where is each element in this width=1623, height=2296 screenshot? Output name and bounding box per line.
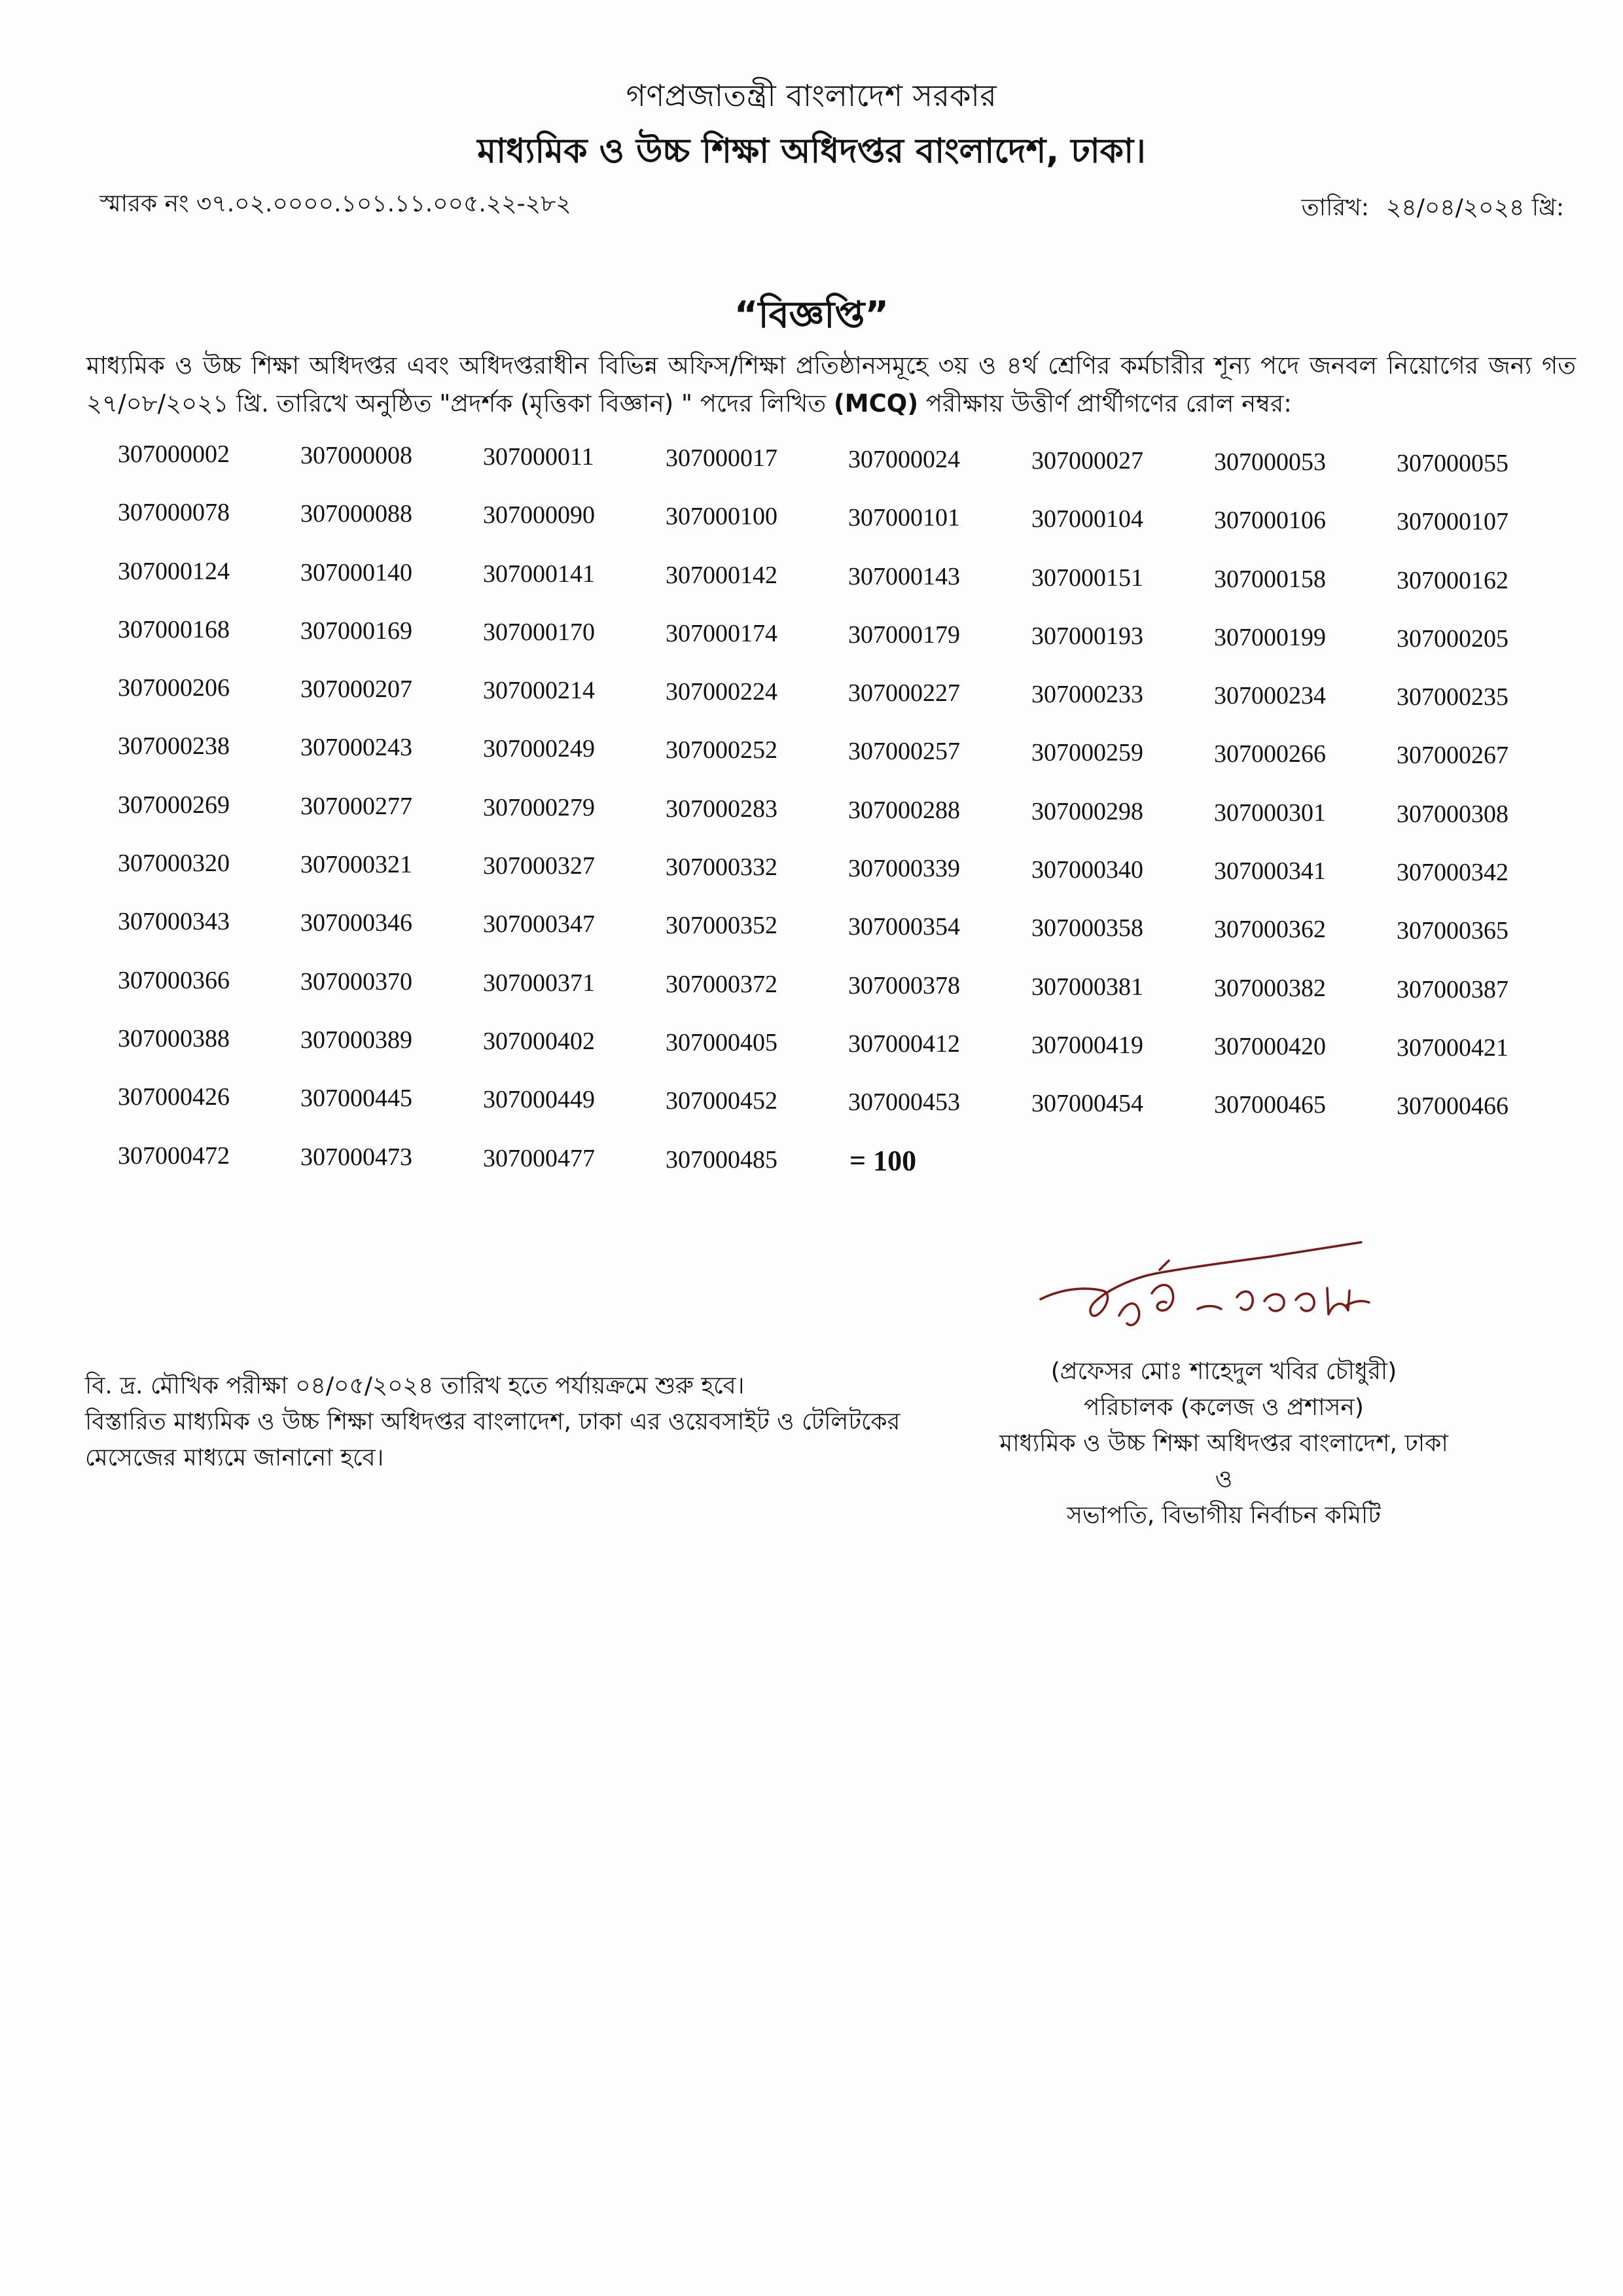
roll-number: 307000017 bbox=[666, 444, 777, 472]
roll-number: 307000100 bbox=[666, 503, 777, 531]
roll-number: 307000347 bbox=[483, 910, 595, 939]
signatory-block bbox=[942, 1354, 1505, 1534]
signatory-conjunction: ও bbox=[1215, 1466, 1233, 1493]
roll-number: 307000235 bbox=[1397, 683, 1508, 711]
roll-number: 307000485 bbox=[666, 1145, 777, 1174]
roll-number: 307000259 bbox=[1031, 739, 1143, 767]
roll-number: 307000321 bbox=[300, 851, 412, 879]
roll-number: 307000346 bbox=[300, 909, 412, 937]
roll-number: 307000301 bbox=[1214, 798, 1326, 827]
roll-number: 307000234 bbox=[1214, 682, 1326, 710]
roll-number: 307000078 bbox=[118, 499, 230, 527]
handwritten-signature bbox=[1021, 1237, 1427, 1355]
roll-row bbox=[118, 732, 1531, 790]
roll-number: 307000327 bbox=[483, 852, 595, 880]
date-label: তারিখ: bbox=[1301, 194, 1369, 221]
roll-number: 307000466 bbox=[1397, 1092, 1508, 1121]
memo-number: স্মারক নং ৩৭.০২.০০০০.১০১.১১.০০৫.২২-২৮২ bbox=[99, 190, 571, 217]
roll-row bbox=[118, 1024, 1531, 1083]
roll-number: 307000106 bbox=[1214, 507, 1326, 535]
roll-number: 307000378 bbox=[848, 971, 960, 999]
roll-number: 307000206 bbox=[118, 674, 230, 702]
roll-number: 307000388 bbox=[118, 1024, 230, 1052]
roll-row bbox=[118, 557, 1531, 615]
government-header: গণপ্রজাতন্ত্রী বাংলাদেশ সরকার bbox=[626, 78, 997, 113]
roll-number: 307000162 bbox=[1397, 566, 1508, 594]
signatory-designation: পরিচালক (কলেজ ও প্রশাসন) bbox=[1084, 1394, 1364, 1421]
footer-note-line: মেসেজের মাধ্যমে জানানো হবে। bbox=[85, 1444, 384, 1471]
roll-number-list bbox=[118, 440, 1531, 1200]
roll-number: 307000298 bbox=[1031, 797, 1143, 825]
roll-number: 307000124 bbox=[118, 557, 230, 585]
signatory-role: সভাপতি, বিভাগীয় নির্বাচন কমিটি bbox=[1067, 1502, 1381, 1529]
roll-number: 307000179 bbox=[848, 620, 960, 649]
total-count: = 100 bbox=[849, 1145, 917, 1177]
roll-number: 307000277 bbox=[300, 792, 412, 820]
roll-number: 307000252 bbox=[666, 736, 777, 764]
roll-number: 307000088 bbox=[300, 500, 412, 528]
footer-note bbox=[85, 1368, 988, 1476]
roll-number: 307000358 bbox=[1031, 914, 1143, 942]
roll-number: 307000170 bbox=[483, 618, 595, 646]
roll-number: 307000320 bbox=[118, 850, 230, 878]
roll-number: 307000402 bbox=[483, 1027, 595, 1055]
roll-number: 307000249 bbox=[483, 735, 595, 763]
signatory-office: মাধ্যমিক ও উচ্চ শিক্ষা অধিদপ্তর বাংলাদেশ, ঢাকা bbox=[999, 1430, 1448, 1457]
intro-text: মাধ্যমিক ও উচ্চ শিক্ষা অধিদপ্তর এবং অধিদপ্তরাধীন বিভিন্ন অফিস/শিক্ষা প্রতিষ্ঠানসমূহে ৩য় ও ৪র্থ শ্রেণির কর্মচারীর শূন্য পদে জনবল নিয়োগের জন্য গত ২৭/০৮/২০২১ খ্রি. তারিখে অনুষ্ঠিত "প্রদর্শক (মৃত্তিকা বিজ্ঞান) " পদের লিখিত bbox=[86, 351, 1576, 418]
roll-number: 307000140 bbox=[300, 558, 412, 586]
roll-number: 307000283 bbox=[666, 795, 777, 823]
roll-number: 307000371 bbox=[483, 969, 595, 997]
roll-number: 307000340 bbox=[1031, 856, 1143, 884]
roll-number: 307000269 bbox=[118, 791, 230, 819]
roll-number: 307000352 bbox=[666, 912, 777, 940]
roll-number: 307000421 bbox=[1397, 1033, 1508, 1062]
roll-number: 307000008 bbox=[300, 442, 412, 469]
roll-number: 307000151 bbox=[1031, 564, 1143, 592]
roll-number: 307000207 bbox=[300, 675, 412, 704]
signature bbox=[1021, 1237, 1427, 1357]
roll-number: 307000141 bbox=[483, 560, 595, 588]
roll-number: 307000343 bbox=[118, 908, 230, 936]
roll-number: 307000354 bbox=[848, 913, 960, 941]
roll-number: 307000365 bbox=[1397, 917, 1508, 945]
roll-number: 307000332 bbox=[666, 853, 777, 882]
roll-number: 307000412 bbox=[848, 1030, 960, 1058]
roll-row bbox=[118, 907, 1531, 965]
footer-note-line: বিস্তারিত মাধ্যমিক ও উচ্চ শিক্ষা অধিদপ্তর বাংলাদেশ, ঢাকা এর ওয়েবসাইট ও টেলিটকের bbox=[85, 1408, 901, 1435]
roll-number: 307000257 bbox=[848, 738, 960, 766]
roll-row bbox=[118, 673, 1531, 732]
roll-row bbox=[118, 498, 1531, 556]
roll-number: 307000027 bbox=[1031, 447, 1143, 475]
roll-row bbox=[118, 440, 1531, 498]
footer-note-line: বি. দ্র. মৌখিক পরীক্ষা ০৪/০৫/২০২৪ তারিখ হতে পর্যায়ক্রমে শুরু হবে। bbox=[85, 1372, 745, 1399]
roll-number: 307000279 bbox=[483, 793, 595, 821]
roll-number: 307000205 bbox=[1397, 624, 1508, 653]
roll-number: 307000053 bbox=[1214, 448, 1326, 476]
roll-number: 307000233 bbox=[1031, 681, 1143, 709]
roll-number: 307000362 bbox=[1214, 916, 1326, 944]
roll-number: 307000169 bbox=[300, 617, 412, 645]
roll-number: 307000214 bbox=[483, 677, 595, 705]
roll-number: 307000387 bbox=[1397, 975, 1508, 1003]
notice-intro bbox=[86, 347, 1576, 423]
roll-number: 307000143 bbox=[848, 562, 960, 590]
roll-number: 307000168 bbox=[118, 615, 230, 643]
roll-number: 307000419 bbox=[1031, 1031, 1143, 1059]
roll-number: 307000193 bbox=[1031, 622, 1143, 650]
roll-number: 307000024 bbox=[848, 446, 960, 473]
roll-number: 307000381 bbox=[1031, 973, 1143, 1001]
roll-number: 307000370 bbox=[300, 967, 412, 996]
roll-row bbox=[118, 791, 1531, 849]
roll-number: 307000453 bbox=[848, 1088, 960, 1117]
roll-number: 307000288 bbox=[848, 796, 960, 824]
roll-number: 307000104 bbox=[1031, 505, 1143, 533]
roll-number: 307000266 bbox=[1214, 740, 1326, 768]
roll-number: 307000101 bbox=[848, 504, 960, 532]
roll-number: 307000174 bbox=[666, 619, 777, 647]
roll-number: 307000420 bbox=[1214, 1032, 1326, 1060]
roll-number: 307000473 bbox=[300, 1143, 412, 1171]
roll-number: 307000372 bbox=[666, 970, 777, 998]
roll-number: 307000472 bbox=[118, 1141, 230, 1170]
roll-number: 307000090 bbox=[483, 501, 595, 529]
roll-number: 307000454 bbox=[1031, 1090, 1143, 1118]
roll-number: 307000055 bbox=[1397, 450, 1508, 477]
roll-number: 307000002 bbox=[118, 440, 230, 468]
date-value: ২৪/০৪/২০২৪ খ্রি: bbox=[1385, 194, 1564, 221]
intro-mcq: (MCQ) bbox=[833, 389, 919, 418]
intro-text-end: পরীক্ষায় উত্তীর্ণ প্রার্থীগণের রোল নম্বর: bbox=[925, 389, 1292, 418]
roll-row bbox=[118, 849, 1531, 907]
signatory-name: (প্রফেসর মোঃ শাহেদুল খবির চৌধুরী) bbox=[1050, 1358, 1397, 1385]
roll-number: 307000366 bbox=[118, 966, 230, 994]
roll-row bbox=[118, 966, 1531, 1024]
roll-number: 307000477 bbox=[483, 1144, 595, 1172]
roll-number: 307000238 bbox=[118, 732, 230, 761]
roll-number: 307000342 bbox=[1397, 859, 1508, 887]
roll-number: 307000426 bbox=[118, 1083, 230, 1111]
roll-number: 307000107 bbox=[1397, 508, 1508, 536]
roll-number: 307000405 bbox=[666, 1028, 777, 1056]
roll-number: 307000199 bbox=[1214, 623, 1326, 651]
roll-number: 307000449 bbox=[483, 1086, 595, 1114]
roll-number: 307000308 bbox=[1397, 800, 1508, 828]
issue-date bbox=[1302, 190, 1564, 229]
notice-title: “বিজ্ঞপ্তি” bbox=[734, 294, 889, 336]
roll-number: 307000339 bbox=[848, 855, 960, 883]
roll-number: 307000341 bbox=[1214, 857, 1326, 886]
roll-number: 307000452 bbox=[666, 1087, 777, 1115]
roll-number: 307000243 bbox=[300, 734, 412, 762]
roll-number: 307000158 bbox=[1214, 565, 1326, 593]
directorate-header: মাধ্যমিক ও উচ্চ শিক্ষা অধিদপ্তর বাংলাদেশ, ঢাকা। bbox=[477, 132, 1146, 171]
roll-number: 307000382 bbox=[1214, 974, 1326, 1002]
roll-number: 307000267 bbox=[1397, 742, 1508, 770]
roll-number: 307000142 bbox=[666, 561, 777, 589]
roll-number: 307000011 bbox=[483, 443, 594, 471]
roll-number: 307000227 bbox=[848, 679, 960, 708]
roll-number: 307000389 bbox=[300, 1026, 412, 1054]
roll-row bbox=[118, 1083, 1531, 1141]
roll-row bbox=[118, 1141, 1531, 1200]
roll-number: 307000445 bbox=[300, 1085, 412, 1113]
roll-number: 307000465 bbox=[1214, 1091, 1326, 1119]
roll-number: 307000224 bbox=[666, 678, 777, 706]
roll-row bbox=[118, 615, 1531, 673]
